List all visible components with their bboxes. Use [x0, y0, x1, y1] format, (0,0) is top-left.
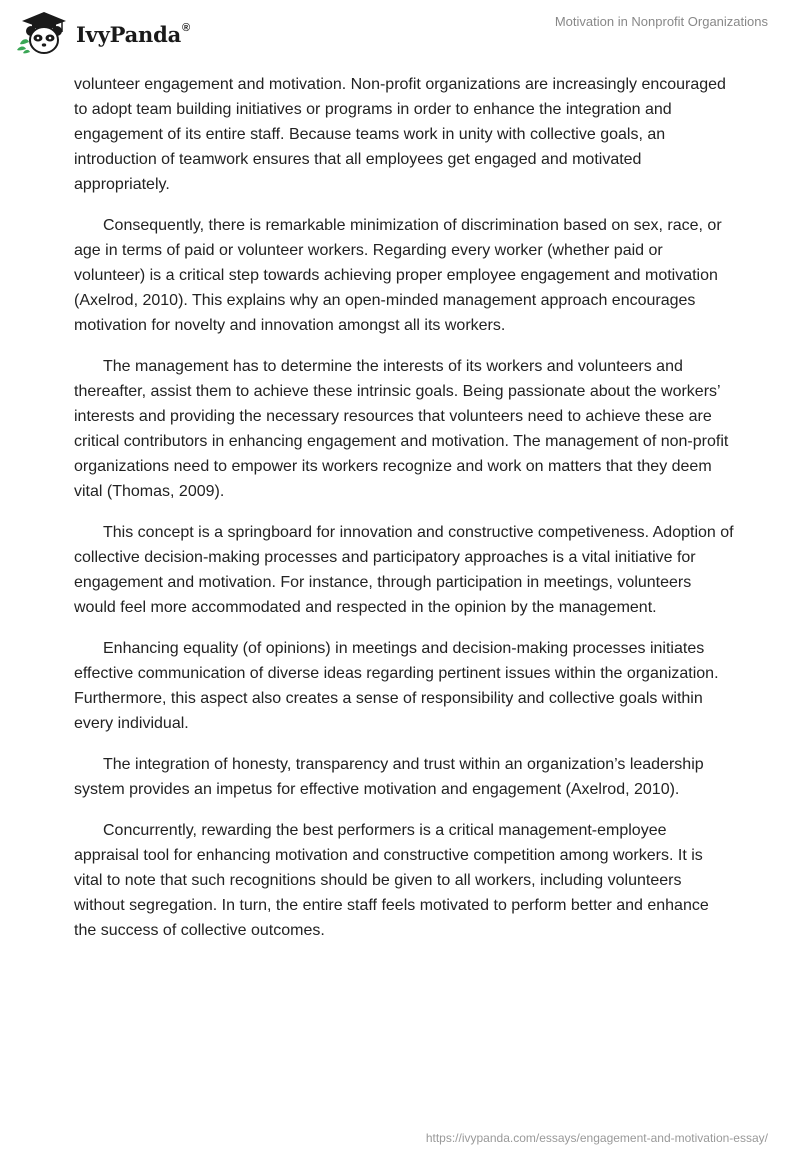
source-url-link[interactable]: https://ivypanda.com/essays/engagement-and-motivation-essay/ — [425, 1131, 768, 1145]
essay-body — [74, 72, 734, 959]
paragraph-3: The management has to determine the interests of its workers and volunteers and thereafter, assist them to achieve these intrinsic goals. Being passionate about the workers’ interests and providing the necessary resources that volunteers need to achieve these are critical contributors in enhancing engagement and motivation. The management of non-profit organizations need to empower its workers recognize and work on matters that they deem vital (Thomas, 2009). — [74, 358, 729, 500]
registered-mark: ® — [182, 21, 190, 34]
paragraph-5: Enhancing equality (of opinions) in meetings and decision-making processes initiates effective communication of diverse ideas regarding pertinent issues within the organization. Furthermore, this aspect also creates a sense of responsibility and collective goals within every individual. — [74, 640, 719, 732]
ivypanda-logo[interactable] — [14, 10, 190, 56]
page-header — [0, 0, 800, 70]
document-title: Motivation in Nonprofit Organizations — [554, 14, 768, 29]
brand-name: IvyPanda® — [76, 21, 190, 47]
paragraph-1: volunteer engagement and motivation. Non-profit organizations are increasingly encouraged to adopt team building initiatives or programs in order to enhance the integration and engagement of its entire staff. Because teams work in unity with collective goals, an introduction of teamwork ensures that all employees get engaged and motivated appropriately. — [74, 76, 726, 193]
paragraph-4: This concept is a springboard for innovation and constructive competiveness. Adoption of collective decision-making processes and participatory approaches is a vital initiative for engagement and motivation. For instance, through participation in meetings, volunteers would feel more accommodated and respected in the opinion by the management. — [74, 524, 734, 616]
paragraph-2: Consequently, there is remarkable minimization of discrimination based on sex, race, or age in terms of paid or volunteer workers. Regarding every worker (whether paid or volunteer) is a critical step towards achieving proper employee engagement and motivation (Axelrod, 2010). This explains why an open-minded management approach encourages motivation for novelty and innovation amongst all its workers. — [74, 217, 722, 334]
paragraph-7: Concurrently, rewarding the best performers is a critical management-employee appraisal tool for enhancing motivation and constructive competition among workers. It is vital to note that such recognitions should be given to all workers, including volunteers without segregation. In turn, the entire staff feels motivated to perform better and enhance the success of collective outcomes. — [74, 822, 709, 939]
panda-graduate-icon — [14, 10, 74, 56]
paragraph-6: The integration of honesty, transparency and trust within an organization’s leadership system provides an impetus for effective motivation and engagement (Axelrod, 2010). — [74, 756, 704, 798]
